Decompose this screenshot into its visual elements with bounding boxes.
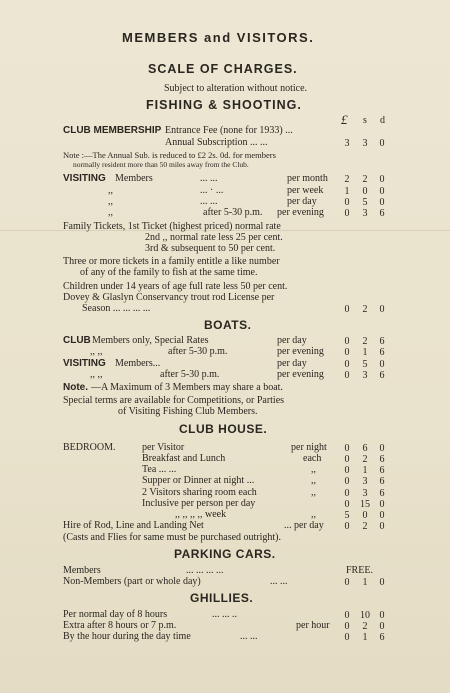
parking-free: FREE. bbox=[346, 565, 373, 576]
ghillies-heading: GHILLIES. bbox=[190, 591, 254, 605]
visiting-row-b: ... ... bbox=[200, 196, 218, 207]
scale-heading: SCALE OF CHARGES. bbox=[148, 62, 298, 76]
amount-l: 1 bbox=[344, 186, 350, 197]
annual-subscription: Annual Subscription ... ... bbox=[165, 137, 268, 148]
amount-l: 0 bbox=[344, 521, 350, 532]
three-line2: of any of the family to fish at the same time. bbox=[80, 267, 258, 278]
amount-d: 0 bbox=[379, 521, 385, 532]
parking-heading: PARKING CARS. bbox=[174, 547, 276, 561]
amount-s: 2 bbox=[362, 521, 368, 532]
special-line2: of Visiting Fishing Club Members. bbox=[118, 406, 258, 417]
visiting-row-c: per day bbox=[287, 196, 317, 207]
dovey-line1: Dovey & Glaslyn Conservancy trout rod License per bbox=[63, 292, 275, 303]
visiting-row-a: Members bbox=[115, 173, 153, 184]
amount-d: 6 bbox=[379, 347, 385, 358]
bedroom-label: BEDROOM. bbox=[63, 442, 116, 453]
clubhouse-row-a: per Visitor bbox=[142, 442, 185, 453]
amount-d: 0 bbox=[379, 186, 385, 197]
amount-l: 0 bbox=[344, 610, 350, 621]
clubhouse-row-a: Breakfast and Lunch bbox=[142, 453, 226, 464]
entrance-fee: Entrance Fee (none for 1933) ... bbox=[165, 125, 293, 136]
amount-d: 0 bbox=[379, 359, 385, 370]
ghillies-row-b: ... ... bbox=[240, 631, 258, 642]
parking-nonmembers: Non-Members (part or whole day) bbox=[63, 576, 201, 587]
boats-row-a: ,, ,, bbox=[90, 369, 103, 380]
clubhouse-row-c: each bbox=[303, 453, 322, 464]
boats-row-a: VISITING bbox=[63, 358, 106, 369]
boats-row-c: per day bbox=[277, 358, 307, 369]
amount-s: 10 bbox=[360, 610, 370, 621]
clubhouse-row-c: ,, bbox=[311, 475, 316, 486]
boats-row-b: after 5-30 p.m. bbox=[160, 369, 220, 380]
page-title: MEMBERS and VISITORS. bbox=[122, 30, 315, 45]
hire-line: Hire of Rod, Line and Landing Net bbox=[63, 520, 204, 531]
visiting-row-b: ... ... bbox=[200, 173, 218, 184]
boats-row-c: per day bbox=[277, 335, 307, 346]
boats-row-c: per evening bbox=[277, 369, 324, 380]
clubhouse-row-a: Inclusive per person per day bbox=[142, 498, 256, 509]
visiting-row-b: ... · ... bbox=[200, 185, 224, 196]
amount-l: 0 bbox=[344, 359, 350, 370]
clubhouse-row-a: Supper or Dinner at night ... bbox=[142, 475, 255, 486]
currency-shillings: s bbox=[363, 115, 367, 126]
amount-d: 0 bbox=[379, 197, 385, 208]
ghillies-row-a: Per normal day of 8 hours bbox=[63, 609, 168, 620]
amount-d: 6 bbox=[379, 488, 385, 499]
amount-l: 0 bbox=[344, 454, 350, 465]
ghillies-row-b: ... ... .. bbox=[212, 609, 237, 620]
ghillies-row-c: per hour bbox=[296, 620, 330, 631]
amount-d: 6 bbox=[379, 370, 385, 381]
amount-d: 0 bbox=[379, 510, 385, 521]
amount-s: 0 bbox=[362, 510, 368, 521]
club-house-heading: CLUB HOUSE. bbox=[179, 422, 268, 436]
amount-s: 1 bbox=[362, 632, 368, 643]
annual-l: 3 bbox=[344, 138, 350, 149]
amount-d: 0 bbox=[379, 304, 385, 315]
family-line1: Family Tickets, 1st Ticket (highest priced) normal rate bbox=[63, 221, 281, 232]
amount-s: 1 bbox=[362, 577, 368, 588]
amount-d: 0 bbox=[379, 610, 385, 621]
amount-d: 6 bbox=[379, 454, 385, 465]
amount-l: 0 bbox=[344, 304, 350, 315]
amount-s: 2 bbox=[362, 174, 368, 185]
visiting-row-c: per month bbox=[287, 173, 328, 184]
visiting-row-c: per week bbox=[287, 185, 324, 196]
clubhouse-row-c: per night bbox=[291, 442, 327, 453]
amount-l: 0 bbox=[344, 476, 350, 487]
amount-l: 0 bbox=[344, 208, 350, 219]
boats-note: —A Maximum of 3 Members may share a boat. bbox=[91, 382, 283, 393]
hire-per: ... per day bbox=[284, 520, 324, 531]
currency-pence: d bbox=[380, 115, 385, 126]
clubhouse-row-a: ,, ,, ,, ,, week bbox=[175, 509, 227, 520]
amount-d: 6 bbox=[379, 336, 385, 347]
amount-s: 1 bbox=[362, 347, 368, 358]
visiting-row-b: after 5-30 p.m. bbox=[203, 207, 263, 218]
currency-pound: £ bbox=[341, 112, 348, 127]
children-line: Children under 14 years of age full rate less 50 per cent. bbox=[63, 281, 288, 292]
amount-s: 0 bbox=[362, 186, 368, 197]
amount-s: 5 bbox=[362, 197, 368, 208]
ghillies-row-a: By the hour during the day time bbox=[63, 631, 191, 642]
amount-s: 3 bbox=[362, 488, 368, 499]
boats-row-b: Members... bbox=[115, 358, 161, 369]
amount-l: 0 bbox=[344, 577, 350, 588]
visiting-row-a: ,, bbox=[108, 196, 113, 207]
boats-row-b: Members only, Special Rates bbox=[92, 335, 209, 346]
amount-l: 2 bbox=[344, 174, 350, 185]
clubhouse-row-c: ,, bbox=[311, 509, 316, 520]
clubhouse-row-a: 2 Visitors sharing room each bbox=[142, 487, 257, 498]
amount-l: 0 bbox=[344, 465, 350, 476]
amount-l: 0 bbox=[344, 632, 350, 643]
boats-note-label: Note. bbox=[63, 382, 88, 393]
parking-members-dots: ... ... ... ... bbox=[186, 565, 224, 576]
amount-s: 6 bbox=[362, 443, 368, 454]
clubhouse-row-c: ,, bbox=[311, 487, 316, 498]
special-line1: Special terms are available for Competitions, or Parties bbox=[63, 395, 285, 406]
fishing-heading: FISHING & SHOOTING. bbox=[146, 98, 302, 112]
amount-l: 0 bbox=[344, 499, 350, 510]
boats-row-a: CLUB bbox=[63, 335, 91, 346]
boats-row-c: per evening bbox=[277, 346, 324, 357]
ghillies-row-a: Extra after 8 hours or 7 p.m. bbox=[63, 620, 177, 631]
visiting-row-a: ,, bbox=[108, 207, 113, 218]
clubhouse-row-a: Tea ... ... bbox=[142, 464, 177, 475]
amount-s: 2 bbox=[362, 454, 368, 465]
dovey-line2: Season ... ... ... ... bbox=[82, 303, 151, 314]
amount-s: 2 bbox=[362, 621, 368, 632]
three-line1: Three or more tickets in a family entitle a like number bbox=[63, 256, 280, 267]
visiting-row-a: ,, bbox=[108, 185, 113, 196]
membership-note-line1: Note :—The Annual Sub. is reduced to £2 2s. 0d. for members bbox=[63, 150, 276, 160]
parking-nonmembers-dots: ... ... bbox=[270, 576, 288, 587]
casts-line: (Casts and Flies for same must be purchased outright). bbox=[63, 532, 282, 543]
amount-s: 3 bbox=[362, 476, 368, 487]
amount-d: 6 bbox=[379, 632, 385, 643]
amount-d: 6 bbox=[379, 476, 385, 487]
amount-s: 3 bbox=[362, 208, 368, 219]
amount-s: 3 bbox=[362, 370, 368, 381]
amount-s: 2 bbox=[362, 304, 368, 315]
boats-row-b: after 5-30 p.m. bbox=[168, 346, 228, 357]
amount-l: 5 bbox=[344, 510, 350, 521]
clubhouse-row-c: ,, bbox=[311, 464, 316, 475]
visiting-row-c: per evening bbox=[277, 207, 324, 218]
amount-d: 0 bbox=[379, 577, 385, 588]
amount-s: 2 bbox=[362, 336, 368, 347]
amount-l: 0 bbox=[344, 197, 350, 208]
amount-l: 0 bbox=[344, 443, 350, 454]
amount-l: 0 bbox=[344, 370, 350, 381]
family-line3: 3rd & subsequent to 50 per cent. bbox=[145, 243, 276, 254]
amount-l: 0 bbox=[344, 347, 350, 358]
amount-d: 0 bbox=[379, 443, 385, 454]
amount-l: 0 bbox=[344, 336, 350, 347]
amount-d: 0 bbox=[379, 621, 385, 632]
amount-d: 0 bbox=[379, 174, 385, 185]
amount-s: 5 bbox=[362, 359, 368, 370]
parking-members: Members bbox=[63, 565, 101, 576]
annual-s: 3 bbox=[362, 138, 368, 149]
amount-d: 6 bbox=[379, 465, 385, 476]
visiting-label: VISITING bbox=[63, 173, 106, 184]
boats-heading: BOATS. bbox=[204, 318, 252, 332]
family-line2: 2nd ,, normal rate less 25 per cent. bbox=[145, 232, 283, 243]
boats-row-a: ,, ,, bbox=[90, 346, 103, 357]
notice-text: Subject to alteration without notice. bbox=[164, 83, 308, 94]
amount-l: 0 bbox=[344, 488, 350, 499]
club-membership-label: CLUB MEMBERSHIP bbox=[63, 125, 162, 136]
membership-note-line2: normally resident more than 50 miles away from the Club. bbox=[73, 160, 249, 169]
annual-d: 0 bbox=[379, 138, 385, 149]
amount-s: 15 bbox=[360, 499, 370, 510]
amount-d: 0 bbox=[379, 499, 385, 510]
amount-s: 1 bbox=[362, 465, 368, 476]
amount-l: 0 bbox=[344, 621, 350, 632]
amount-d: 6 bbox=[379, 208, 385, 219]
